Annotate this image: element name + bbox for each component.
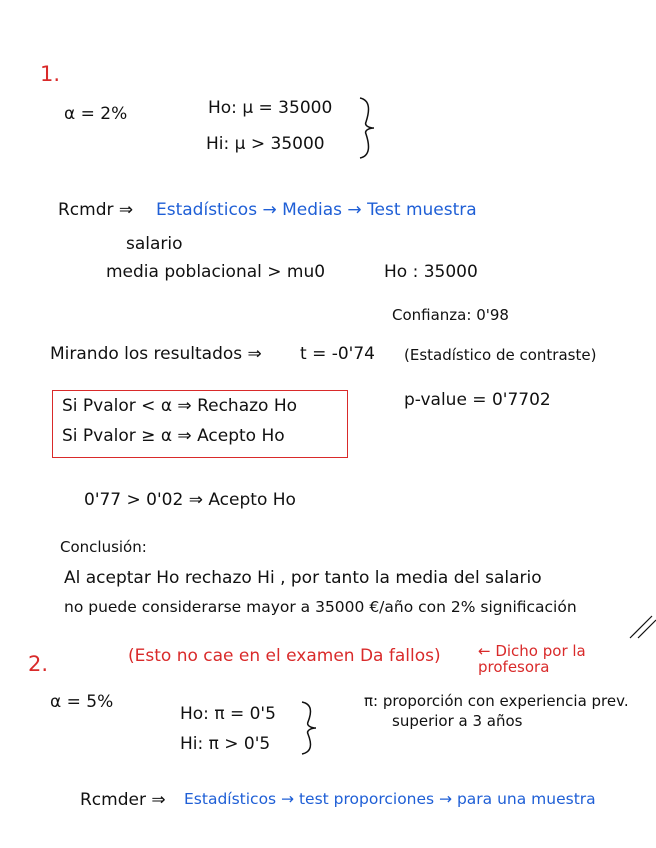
alpha-value-2: α = 5%: [50, 692, 114, 712]
comparison-result: 0'77 > 0'02 ⇒ Acepto Ho: [84, 490, 296, 510]
t-statistic-note: (Estadístico de contraste): [404, 346, 597, 364]
alpha-value: α = 2%: [64, 104, 128, 124]
decision-rule-accept: Si Pvalor ≥ α ⇒ Acepto Ho: [62, 426, 285, 446]
conclusion-line-2: no puede considerarse mayor a 35000 €/año con 2% significación: [64, 598, 577, 616]
confianza: Confianza: 0'98: [392, 306, 509, 324]
null-hypothesis: Ho: μ = 35000: [208, 98, 333, 118]
alt-hypothesis-2: Hi: π > 0'5: [180, 734, 271, 754]
p-value: p-value = 0'7702: [404, 390, 551, 410]
hypothesis-brace: [358, 96, 378, 160]
section-1-number: 1.: [40, 62, 61, 86]
pi-definition-1: π: proporción con experiencia prev.: [364, 692, 629, 710]
rcmdr-label: Rcmdr ⇒: [58, 200, 134, 220]
h0-value: Ho : 35000: [384, 262, 478, 282]
professor-note: ← Dicho por la profesora: [478, 642, 586, 676]
decision-rule-reject: Si Pvalor < α ⇒ Rechazo Ho: [62, 396, 298, 416]
exam-note: (Esto no cae en el examen Da fallos): [128, 646, 441, 666]
null-hypothesis-2: Ho: π = 0'5: [180, 704, 276, 724]
variable-name: salario: [126, 234, 183, 254]
conclusion-line-1: Al aceptar Ho rechazo Hi , por tanto la media del salario: [64, 568, 542, 588]
pi-definition-2: superior a 3 años: [392, 712, 523, 730]
rcmdr-menu-path: Estadísticos → Medias → Test muestra: [156, 200, 477, 220]
hypothesis-brace-2: [300, 700, 320, 756]
t-statistic: t = -0'74: [300, 344, 375, 364]
alt-hypothesis: Hi: μ > 35000: [206, 134, 325, 154]
conclusion-label: Conclusión:: [60, 538, 147, 556]
rcmder-menu-path: Estadísticos → test proporciones → para una muestra: [184, 790, 596, 808]
media-poblacional: media poblacional > mu0: [106, 262, 326, 282]
page-edge-strokes: [628, 612, 656, 640]
section-2-number: 2.: [28, 652, 49, 676]
mirando-text: Mirando los resultados ⇒: [50, 344, 262, 364]
rcmder-label: Rcmder ⇒: [80, 790, 166, 810]
